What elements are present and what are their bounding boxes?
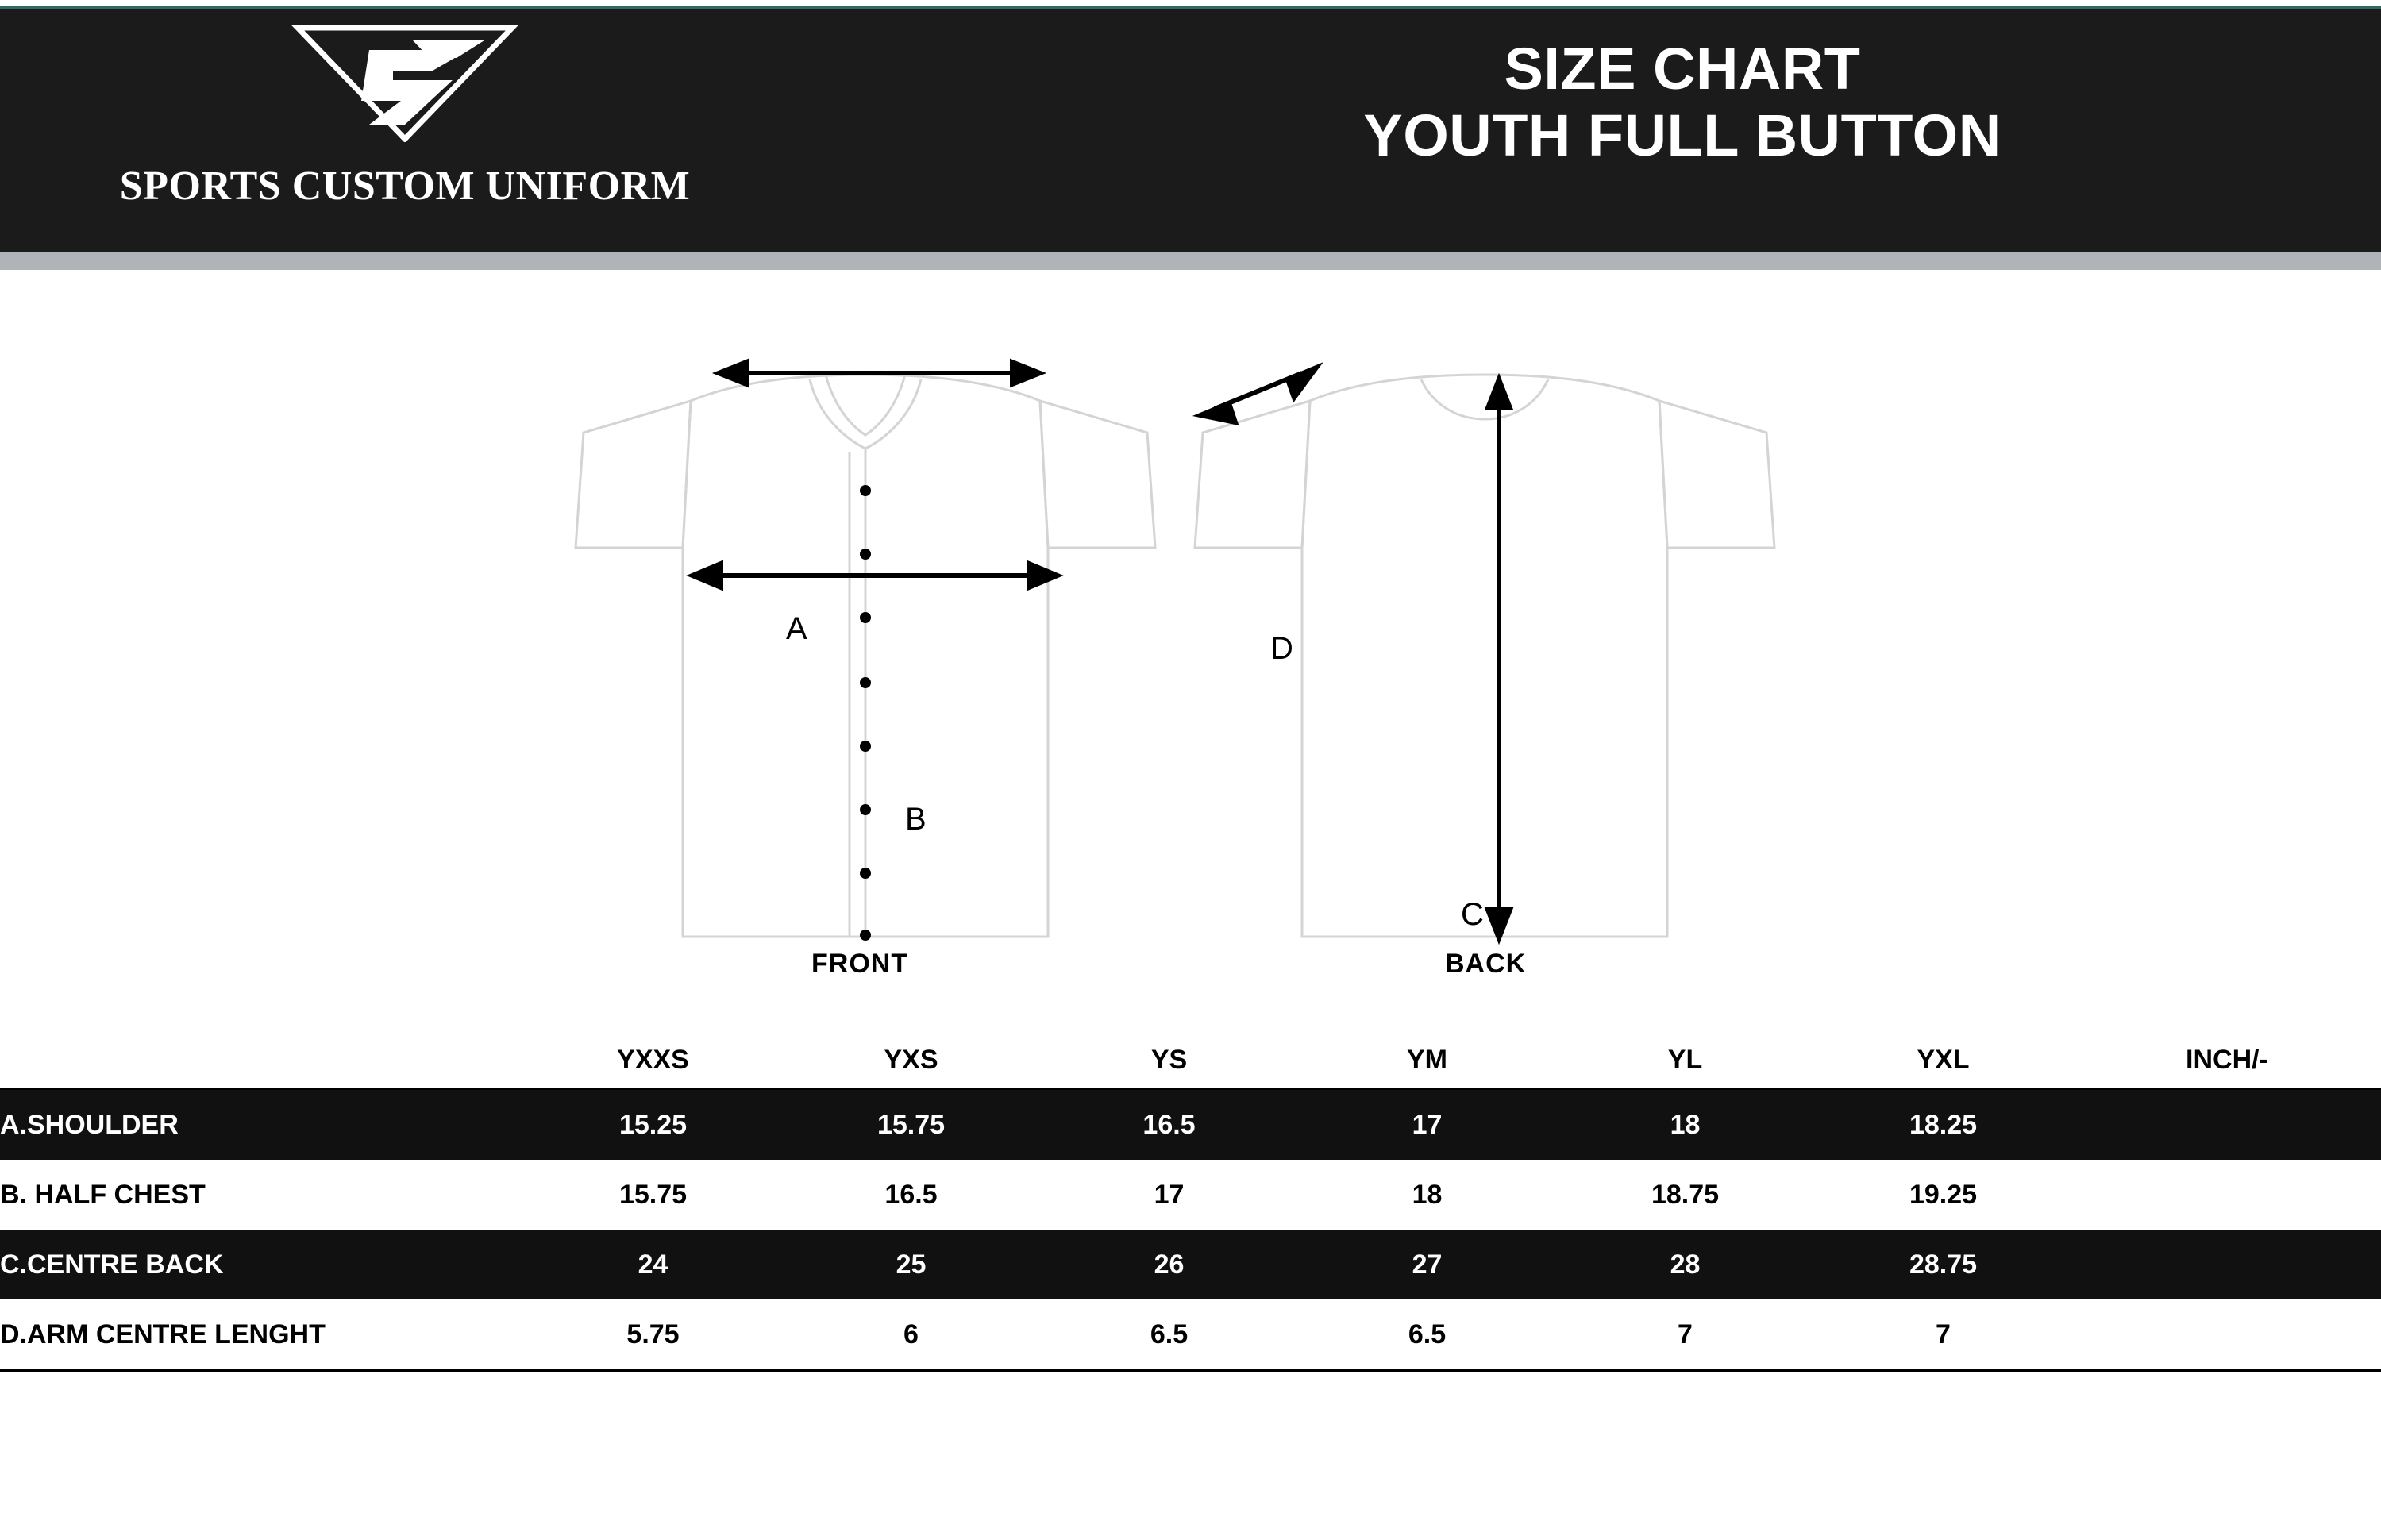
- header-cell-yxl: YXL: [1814, 1032, 2072, 1089]
- header-cell-measurement: [0, 1032, 524, 1089]
- cell-shoulder-yl: 18: [1556, 1089, 1814, 1161]
- cell-half-chest-yl: 18.75: [1556, 1160, 1814, 1230]
- size-table-wrapper: [0, 1032, 2381, 1372]
- cell-shoulder-yxl: 18.25: [1814, 1089, 2072, 1161]
- back-view-label: BACK: [1445, 949, 1527, 979]
- header-cell-yxs: YXS: [782, 1032, 1040, 1089]
- table-row: [0, 1299, 2381, 1371]
- cell-shoulder-ym: 17: [1298, 1089, 1556, 1161]
- cell-centre-back-yl: 28: [1556, 1230, 1814, 1299]
- jersey-illustrations: [0, 286, 2381, 1000]
- title-line-1: SIZE CHART: [1504, 36, 1861, 102]
- dimension-label-d: D: [1270, 631, 1293, 666]
- cell-shoulder-ys: 16.5: [1040, 1089, 1298, 1161]
- front-jersey-outline: [576, 375, 1155, 937]
- header-banner: [0, 6, 2381, 255]
- table-row: [0, 1230, 2381, 1299]
- header-cell-unit: INCH/-: [2072, 1032, 2381, 1089]
- header-cell-yxxs: YXXS: [524, 1032, 782, 1089]
- dimension-arrow-d: [1200, 368, 1316, 422]
- cell-half-chest-unit: [2072, 1160, 2381, 1230]
- cell-arm-length-ys: 6.5: [1040, 1299, 1298, 1371]
- header-cell-yl: YL: [1556, 1032, 1814, 1089]
- shield-swoosh-logo-icon: [274, 23, 536, 142]
- dimension-label-c: C: [1461, 897, 1484, 932]
- cell-half-chest-yxl: 19.25: [1814, 1160, 2072, 1230]
- front-view-label: FRONT: [811, 949, 909, 979]
- header-divider: [0, 252, 2381, 270]
- row-label-shoulder: A.SHOULDER: [0, 1089, 524, 1161]
- table-header-row: [0, 1032, 2381, 1089]
- dimension-arrow-b: [692, 564, 1058, 587]
- cell-shoulder-unit: [2072, 1089, 2381, 1161]
- row-label-arm-centre-length: D.ARM CENTRE LENGHT: [0, 1299, 524, 1371]
- cell-half-chest-ym: 18: [1298, 1160, 1556, 1230]
- header-cell-ys: YS: [1040, 1032, 1298, 1089]
- cell-centre-back-ys: 26: [1040, 1230, 1298, 1299]
- cell-centre-back-yxs: 25: [782, 1230, 1040, 1299]
- cell-centre-back-yxxs: 24: [524, 1230, 782, 1299]
- cell-half-chest-yxxs: 15.75: [524, 1160, 782, 1230]
- cell-arm-length-ym: 6.5: [1298, 1299, 1556, 1371]
- table-row: [0, 1160, 2381, 1230]
- brand-name: SPORTS CUSTOM UNIFORM: [119, 164, 691, 209]
- cell-arm-length-yxl: 7: [1814, 1299, 2072, 1371]
- dimension-label-b: B: [905, 802, 927, 837]
- cell-arm-length-yl: 7: [1556, 1299, 1814, 1371]
- cell-centre-back-yxl: 28.75: [1814, 1230, 2072, 1299]
- row-label-half-chest: B. HALF CHEST: [0, 1160, 524, 1230]
- cell-shoulder-yxs: 15.75: [782, 1089, 1040, 1161]
- title-line-2: YOUTH FULL BUTTON: [1363, 102, 2002, 168]
- row-label-centre-back: C.CENTRE BACK: [0, 1230, 524, 1299]
- cell-arm-length-yxs: 6: [782, 1299, 1040, 1371]
- size-chart-table: [0, 1032, 2381, 1372]
- dimension-arrow-c: [1488, 379, 1510, 938]
- chart-title: [1031, 36, 2333, 168]
- brand-block: [95, 17, 715, 247]
- cell-centre-back-unit: [2072, 1230, 2381, 1299]
- cell-arm-length-yxxs: 5.75: [524, 1299, 782, 1371]
- dimension-label-a: A: [786, 611, 807, 646]
- cell-half-chest-ys: 17: [1040, 1160, 1298, 1230]
- jersey-diagram: [0, 286, 2381, 1000]
- cell-arm-length-unit: [2072, 1299, 2381, 1371]
- cell-shoulder-yxxs: 15.25: [524, 1089, 782, 1161]
- table-row: [0, 1089, 2381, 1161]
- header-cell-ym: YM: [1298, 1032, 1556, 1089]
- cell-centre-back-ym: 27: [1298, 1230, 1556, 1299]
- cell-half-chest-yxs: 16.5: [782, 1160, 1040, 1230]
